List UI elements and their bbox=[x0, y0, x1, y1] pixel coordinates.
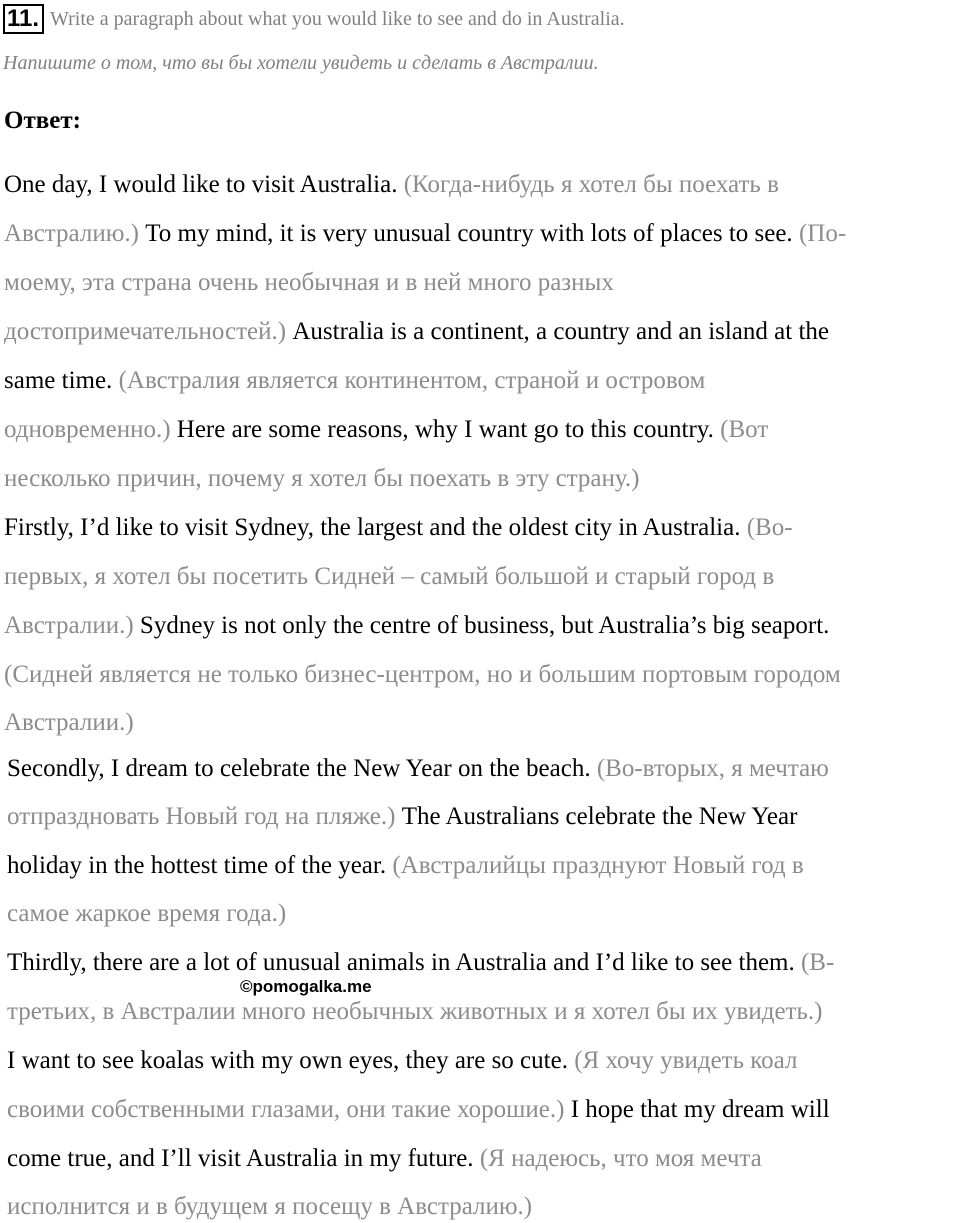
answer-line bbox=[4, 561, 774, 593]
answer-line bbox=[4, 169, 779, 201]
answer-line bbox=[4, 610, 829, 642]
english-text: come true, and I’ll visit Australia in my future. bbox=[7, 1145, 474, 1172]
russian-translation: (Сидней является не только бизнес-центром, но и большим портовым городом bbox=[4, 661, 841, 688]
answer-line bbox=[7, 753, 829, 785]
russian-translation: Австралии.) bbox=[4, 612, 134, 639]
answer-line bbox=[7, 1191, 532, 1223]
russian-translation: своими собственными глазами, они такие хорошие.) bbox=[7, 1096, 565, 1123]
russian-translation: Австралии.) bbox=[4, 709, 134, 736]
russian-translation: (Я хочу увидеть коал bbox=[567, 1047, 798, 1074]
english-text: To my mind, it is very unusual country with lots of places to see. bbox=[138, 220, 793, 247]
russian-translation: (Я надеюсь, что моя мечта bbox=[473, 1145, 762, 1172]
english-text: I want to see koalas with my own eyes, they are so cute. bbox=[7, 1047, 568, 1074]
answer-line bbox=[7, 947, 834, 979]
english-text: holiday in the hottest time of the year. bbox=[7, 852, 387, 879]
russian-translation: (Во-вторых, я мечтаю bbox=[590, 755, 829, 782]
russian-translation: исполнится и в будущем я посещу в Австралию.) bbox=[7, 1193, 533, 1220]
russian-translation: несколько причин, почему я хотел бы поехать в эту страну.) bbox=[4, 465, 640, 492]
task-number: 11. bbox=[3, 4, 44, 34]
answer-line bbox=[4, 512, 793, 544]
russian-translation: (Когда-нибудь я хотел бы поехать в bbox=[397, 171, 779, 198]
russian-translation: третьих, в Австралии много необычных животных и я хотел бы их увидеть.) bbox=[7, 998, 823, 1025]
english-text: same time. bbox=[4, 367, 113, 394]
english-text: The Australians celebrate the New Year bbox=[395, 803, 798, 830]
english-text: Here are some reasons, why I want go to this country. bbox=[170, 416, 714, 443]
english-text: Australia is a continent, a country and an island at the bbox=[286, 318, 829, 345]
answer-line bbox=[4, 659, 841, 691]
task-header bbox=[3, 3, 625, 35]
answer-line bbox=[7, 850, 804, 882]
russian-translation: (Во- bbox=[740, 514, 793, 541]
russian-translation: первых, я хотел бы посетить Сидней – самый большой и старый город в bbox=[4, 563, 775, 590]
english-text: One day, I would like to visit Australia. bbox=[4, 171, 398, 198]
answer-label: Ответ: bbox=[4, 107, 81, 134]
answer-line bbox=[4, 218, 846, 250]
answer-line bbox=[7, 996, 822, 1028]
english-text: Firstly, I’d like to visit Sydney, the largest and the oldest city in Australia. bbox=[4, 514, 741, 541]
watermark: ©pomogalka.me bbox=[240, 977, 372, 996]
answer-line bbox=[7, 898, 286, 930]
russian-translation: отпраздновать Новый год на пляже.) bbox=[7, 803, 396, 830]
russian-translation: (В- bbox=[794, 949, 835, 976]
english-text: Sydney is not only the centre of business, but Australia’s big seaport. bbox=[133, 612, 830, 639]
answer-line bbox=[4, 267, 614, 299]
answer-line bbox=[7, 1094, 830, 1126]
task-instruction-en: Write a paragraph about what you would like to see and do in Australia. bbox=[50, 7, 625, 30]
russian-translation: моему, эта страна очень необычная и в ней много разных bbox=[4, 269, 614, 296]
answer-line bbox=[4, 365, 705, 397]
answer-line bbox=[4, 707, 134, 739]
english-text: I hope that my dream will bbox=[564, 1096, 830, 1123]
russian-translation: одновременно.) bbox=[4, 416, 171, 443]
russian-translation: (Австралия является континентом, страной и островом bbox=[112, 367, 706, 394]
answer-line bbox=[4, 414, 768, 446]
english-text: Secondly, I dream to celebrate the New Year on the beach. bbox=[7, 755, 591, 782]
russian-translation: (Вот bbox=[713, 416, 769, 443]
answer-line bbox=[7, 1045, 797, 1077]
russian-translation: самое жаркое время года.) bbox=[7, 900, 287, 927]
english-text: Thirdly, there are a lot of unusual animals in Australia and I’d like to see them. bbox=[7, 949, 795, 976]
russian-translation: (По- bbox=[792, 220, 847, 247]
russian-translation: Австралию.) bbox=[4, 220, 139, 247]
russian-translation: достопримечательностей.) bbox=[4, 318, 287, 345]
answer-line bbox=[7, 801, 797, 833]
answer-line bbox=[4, 316, 829, 348]
russian-translation: (Австралийцы празднуют Новый год в bbox=[386, 852, 804, 879]
answer-line bbox=[4, 463, 639, 495]
answer-line bbox=[7, 1143, 762, 1175]
task-instruction-ru: Напишите о том, что вы бы хотели увидеть и сделать в Австралии. bbox=[3, 52, 599, 74]
